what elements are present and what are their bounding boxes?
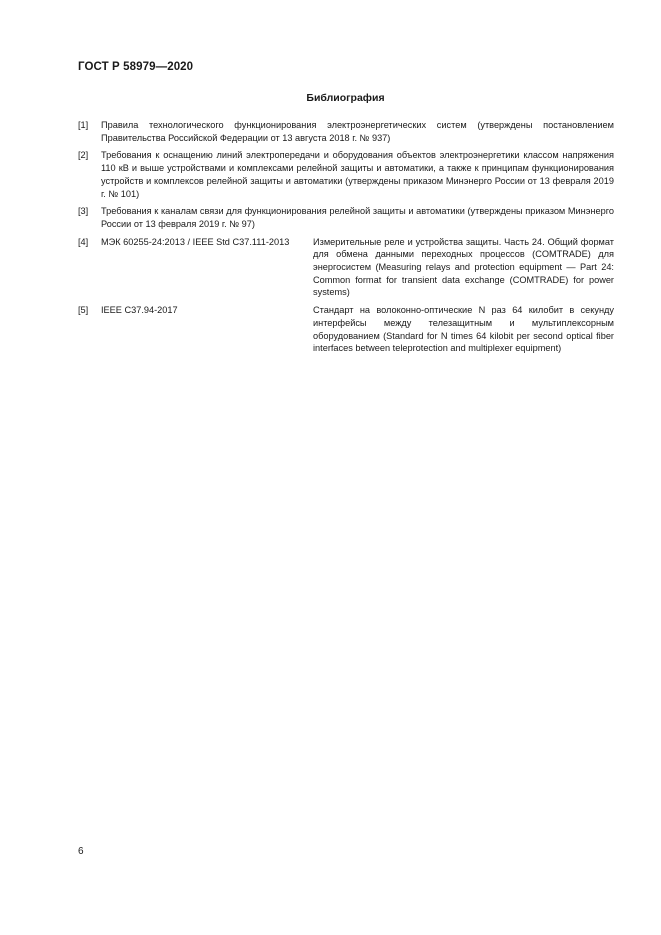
reference-number: [4] [78, 236, 89, 247]
reference-number: [5] [78, 305, 89, 316]
reference-code: МЭК 60255-24:2013 / IEEE Std C37.111-2013 [101, 236, 290, 247]
reference-number: [2] [78, 150, 89, 161]
bibliography-item-1 [78, 119, 614, 144]
bibliography-item-3 [78, 205, 614, 230]
page-number: 6 [78, 846, 84, 857]
reference-number: [1] [78, 120, 89, 130]
reference-description: Измерительные реле и устройства защиты. Часть 24. Общий формат для обмена данными переходных процессов (COMTRADE) для энергосистем (Measuring relays and protection equipment — Part 24: Common format for transient data exchange (COMTRADE) for power systems) [313, 236, 614, 298]
standard-designation: ГОСТ Р 58979—2020 [78, 61, 194, 73]
bibliography-item-4 [78, 236, 614, 300]
bibliography-list [78, 119, 614, 360]
reference-text: Требования к каналам связи для функционирования релейной защиты и автоматики (утверждены приказом Минэнерго России от 13 февраля 2019 г. № 97) [101, 206, 614, 229]
reference-text: Требования к оснащению линий электропередачи и оборудования объектов электроэнергетики классом напряжения 110 кВ и выше устройствами и комплексами релейной защиты и автоматики, а также к принципам функционирования устройств и комплексов релейной защиты и автоматики (утверждены приказом Минэнерго России от 13 февраля 2019 г. № 101) [101, 150, 614, 199]
reference-code: IEEE C37.94-2017 [101, 305, 178, 316]
bibliography-item-2 [78, 149, 614, 200]
reference-text: Правила технологического функционирования электроэнергетических систем (утверждены постановлением Правительства Российской Федерации от 13 августа 2018 г. № 937) [101, 120, 614, 143]
reference-description: Стандарт на волоконно-оптические N раз 64 килобит в секунду интерфейсы между телезащитным и мультиплексорным оборудованием (Standard for N times 64 kilobit per second optical fiber interfaces between teleprotection and multiplexer equipment) [313, 305, 614, 354]
reference-number: [3] [78, 206, 89, 217]
bibliography-title: Библиография [306, 92, 385, 104]
bibliography-item-5 [78, 304, 614, 355]
